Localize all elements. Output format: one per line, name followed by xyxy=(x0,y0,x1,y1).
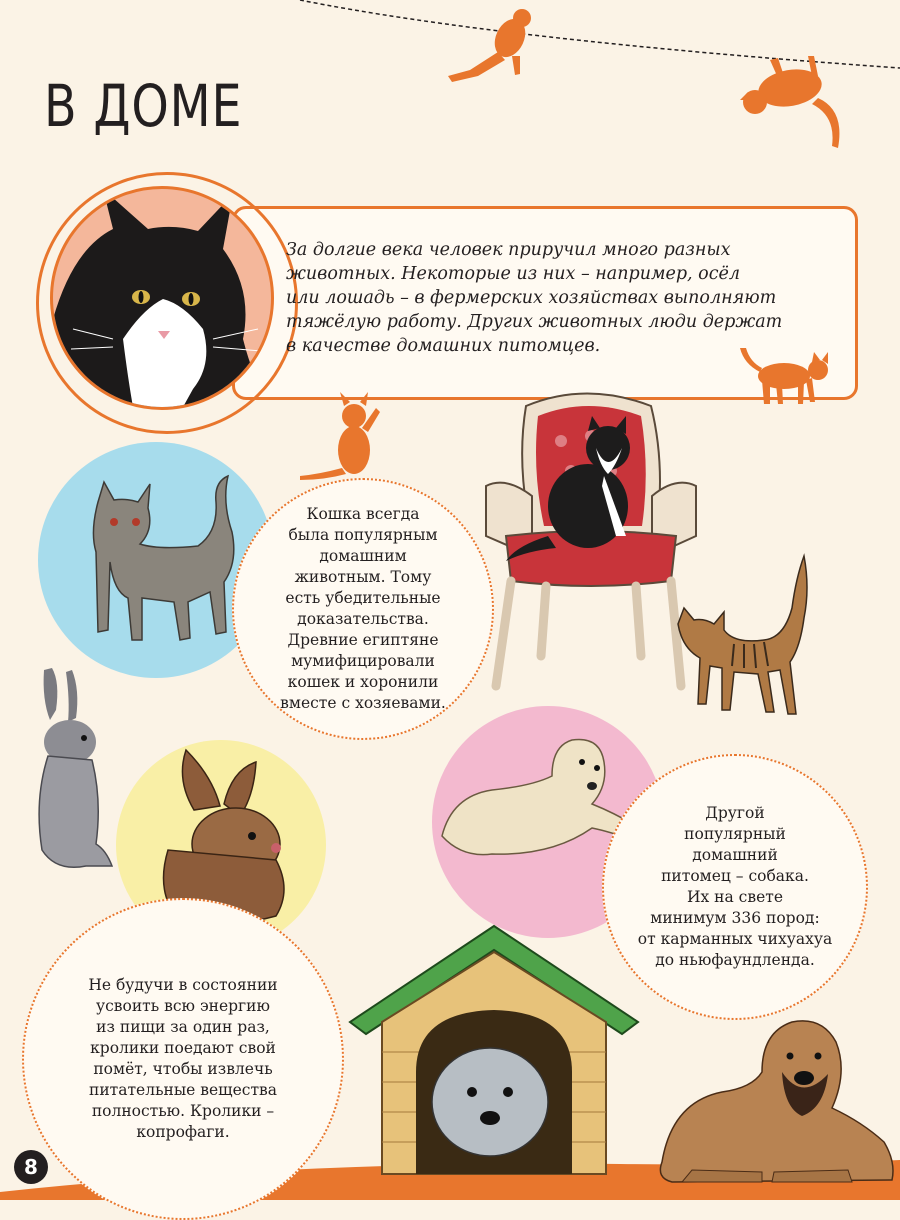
intro-line: или лошадь – в фермерских хозяйствах выполняют xyxy=(286,288,777,308)
cat-fact-line: доказательства. xyxy=(297,610,429,628)
rabbit-fact-bubble xyxy=(22,898,344,1220)
intro-line: животных. Некоторые из них – например, осёл xyxy=(286,264,741,284)
walking-cat-silhouette xyxy=(736,340,836,410)
dog-fact-line: до ньюфаундленда. xyxy=(655,951,815,969)
rabbit-fact-line: полностью. Кролики – xyxy=(91,1102,275,1120)
cat-fact-line: была популярным xyxy=(288,526,438,544)
cat-fact-line: кошек и хоронили xyxy=(287,673,439,691)
dog-in-kennel xyxy=(346,922,642,1180)
rabbit-fact-line: усвоить всю энергию xyxy=(95,997,270,1015)
dog-fact-line: от карманных чихуахуа xyxy=(637,930,833,948)
sitting-cat-silhouette xyxy=(300,388,390,483)
rabbit-fact-line: копрофаги. xyxy=(136,1123,230,1141)
cat-fact-line: есть убедительные xyxy=(285,589,441,607)
rabbit-fact-line: из пищи за один раз, xyxy=(96,1018,270,1036)
cat-fact-line: Кошка всегда xyxy=(306,505,420,523)
intro-line: в качестве домашних питомцев. xyxy=(286,336,601,356)
rabbit-fact-line: питательные вещества xyxy=(89,1081,277,1099)
rabbit-fact-line: помёт, чтобы извлечь xyxy=(93,1060,273,1078)
page-title: В ДОМЕ xyxy=(44,72,243,140)
dog-fact-line: Другой xyxy=(705,804,765,822)
standing-rabbit xyxy=(26,660,120,880)
rabbit-fact-line: Не будучи в состоянии xyxy=(88,976,278,994)
intro-line: тяжёлую работу. Других животных люди держат xyxy=(286,312,783,332)
cat-fact-line: домашним xyxy=(319,547,407,565)
intro-line: За долгие века человек приручил много разных xyxy=(286,240,731,260)
mastiff xyxy=(652,1012,900,1190)
dog-fact-line: минимум 336 пород: xyxy=(650,909,820,927)
dog-fact-line: популярный xyxy=(684,825,786,843)
tabby-cat xyxy=(664,548,812,718)
portrait-ring-inner xyxy=(50,186,274,410)
cat-fact-line: Древние египтяне xyxy=(287,631,439,649)
dog-fact-line: домашний xyxy=(692,846,778,864)
cat-fact-bubble xyxy=(232,478,494,740)
cat-fact-line: животным. Тому xyxy=(294,568,432,586)
dog-fact-line: питомец – собака. xyxy=(661,867,809,885)
cat-fact-line: вместе с хозяевами. xyxy=(280,694,446,712)
intro-text xyxy=(286,238,806,358)
cat-fact-line: мумифицировали xyxy=(291,652,435,670)
tuxedo-cat-portrait xyxy=(53,189,271,407)
dog-fact-line: Их на свете xyxy=(686,888,783,906)
page-number: 8 xyxy=(14,1150,48,1184)
rabbit-fact-line: кролики поедают свой xyxy=(90,1039,276,1057)
